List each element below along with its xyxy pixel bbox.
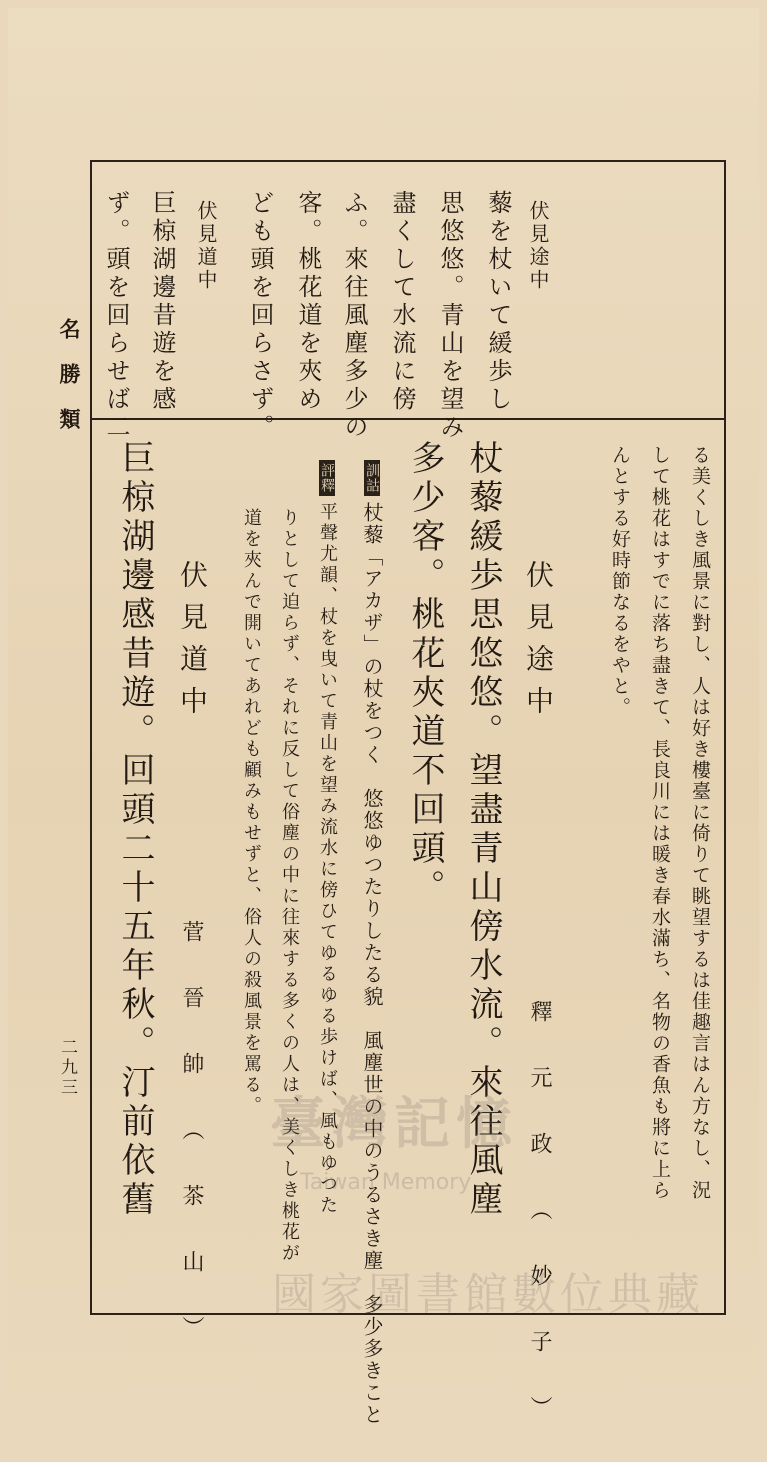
upper-col: 巨椋湖邊昔遊を感 [148, 190, 176, 414]
running-head-title: 名勝類 [57, 318, 81, 453]
upper-col-title: 伏見途中 [526, 200, 550, 292]
poem1-line: 多少客。桃花夾道不回頭。 [405, 440, 445, 908]
frame-divider [90, 418, 726, 420]
kunko-text: 杖藜「アカザ」の杖をつく 悠悠ゆつたりしたる貌 風塵世の中のうるさき塵 多少多きこと [360, 502, 384, 1426]
upper-col: ず。頭を回らせば二 [102, 190, 130, 442]
hyoshaku-line: りとして迫らず、それに反して俗塵の中に往來する多くの人は、美くしき桃花が [279, 508, 300, 1264]
watermark-sub: Taiwan Memory [300, 1170, 472, 1195]
upper-col: 藜を杖いて緩歩し [484, 190, 512, 414]
poem2-title: 伏見道中 [176, 560, 209, 728]
upper-col-title: 伏見道中 [194, 200, 218, 292]
hyoshaku-line: 道を夾んで開いてあれども顧みもせずと、俗人の殺風景を罵る。 [241, 508, 262, 1117]
hyoshaku-text: 平聲尤韻、杖を曳いて青山を望み流水に傍ひてゆるゆる歩けば、風もゆつた [317, 502, 338, 1216]
prev-text-line: る美くしき風景に對し、人は好き樓臺に倚りて眺望するは佳趣言はん方なし、況 [689, 445, 711, 1201]
kunko-tag: 訓詁 [364, 460, 380, 496]
upper-col: ども頭を回らさず。 [246, 190, 274, 442]
upper-col: ふ。來往風塵多少の [340, 190, 368, 442]
poem1-title: 伏見途中 [522, 560, 555, 728]
watermark-main: 臺灣記憶 [270, 1092, 518, 1157]
upper-col: 客。桃花道を夾め [294, 190, 322, 414]
prev-text-line: して桃花はすでに落ち盡きて、長良川には暖き春水滿ち、名物の香魚も將に上ら [649, 445, 671, 1201]
poem1-author: 釋元政（妙子） [527, 1000, 552, 1462]
upper-col: 盡くして水流に傍 [388, 190, 416, 414]
upper-col: 思悠悠。青山を望み [436, 190, 464, 442]
prev-text-line: んとする好時節なるをやと。 [609, 445, 631, 718]
poem2-author: 菅晉帥（茶山） [179, 920, 204, 1382]
watermark-org: 國家圖書館數位典藏 [272, 1269, 704, 1320]
poem1-line: 杖藜緩歩思悠悠。望盡青山傍水流。來往風塵 [463, 440, 503, 1220]
hyoshaku-tag: 評釋 [319, 460, 335, 496]
poem2-line: 巨椋湖邊感昔遊。回頭二十五年秋。汀前依舊 [115, 440, 155, 1220]
page-number: 二九三 [57, 1038, 77, 1098]
